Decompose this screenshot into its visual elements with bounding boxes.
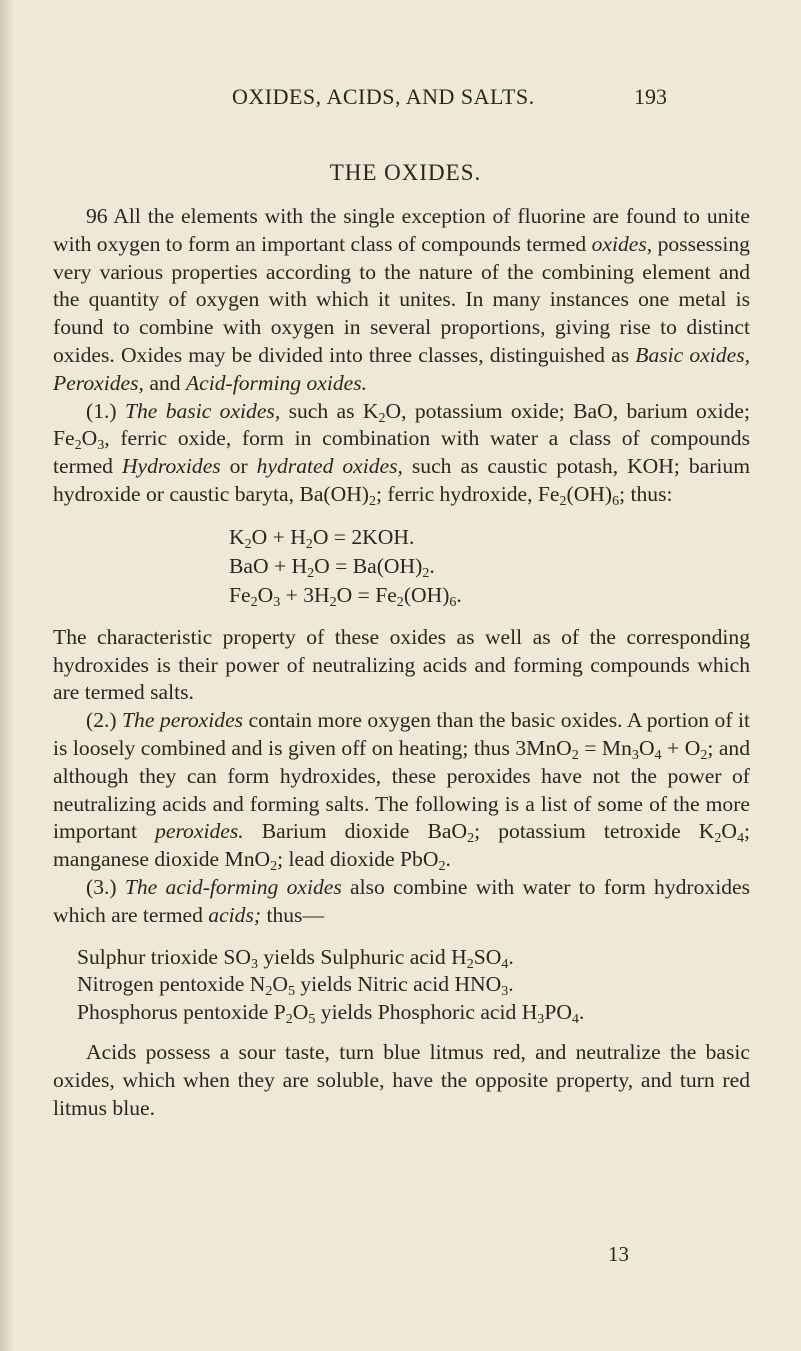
- signature-mark: 13: [608, 1242, 629, 1266]
- acid-list: [77, 944, 750, 1027]
- paragraph-acid-forming: (3.) The acid-forming oxides also combine with water to form hydroxides which are termed acids; thus—: [53, 874, 750, 927]
- paragraph-acids-properties: Acids possess a sour taste, turn blue litmus red, and neutralize the basic oxides, which when they are soluble, have the opposite property, and turn red litmus blue.: [53, 1039, 750, 1120]
- paragraph-peroxides: (2.) The peroxides contain more oxygen than the basic oxides. A portion of it is loosely combined and is given off on heating; thus $3MnO_2 = Mn_3O_4 + O_2$; and although they can form hydroxides, these peroxides have not the power of neutralizing acids and forming salts. The following is a list of some of the more important peroxides. Barium dioxide BaO$_2$; potassium tetroxide $K_2O_4$; manganese dioxide MnO$_2$; lead dioxide PbO$_2$.: [53, 708, 751, 875]
- paragraph-characteristic: The characteristic property of these oxides as well as of the corresponding hydroxides is their power of neutralizing acids and forming compounds which are termed salts.: [53, 624, 750, 705]
- paragraph-96: 96 All the elements with the single exception of fluorine are found to unite with oxygen to form an important class of compounds termed oxides, possessing very various properties according to the nature of the combining element and the quantity of oxygen with which it unites. In many instances one metal is found to combine with oxygen in several proportions, giving rise to distinct oxides. Oxides may be divided into three classes, distinguished as Basic oxides, Peroxides, and Acid-forming oxides.: [53, 204, 750, 395]
- page-number-top: 193: [634, 84, 667, 109]
- acid-list-item: Sulphur trioxide $SO_3$ yields Sulphuric acid $H_2SO_4$.: [77, 944, 514, 972]
- running-header: OXIDES, ACIDS, AND SALTS.: [232, 84, 535, 109]
- paragraph-basic-oxides: (1.) The basic oxides, such as $K_2O$, potassium oxide; BaO, barium oxide; $Fe_2O_3$, ferric oxide, form in combination with water a class of compounds termed Hydroxides or hydrated oxides, such as caustic potash, KOH; barium hydroxide or caustic baryta, $Ba(OH)_2$; ferric hydroxide, $Fe_2(OH)_6$; thus:: [53, 398, 751, 509]
- acid-list-item: Phosphorus pentoxide $P_2O_5$ yields Phosphoric acid $H_3PO_4$.: [77, 1000, 585, 1028]
- acid-list-item: Nitrogen pentoxide $N_2O_5$ yields Nitric acid $HNO_3$.: [77, 972, 514, 1000]
- body-text: [53, 203, 750, 1122]
- equation-line: $K_2O + H_2O = 2KOH$.: [229, 524, 415, 552]
- equation-line: $Fe_2O_3 + 3H_2O = Fe_2(OH)_6$.: [229, 582, 462, 610]
- section-title: THE OXIDES.: [329, 160, 482, 185]
- equations: [229, 523, 750, 610]
- equation-line: BaO + $H_2O = Ba(OH)_2$.: [229, 553, 435, 581]
